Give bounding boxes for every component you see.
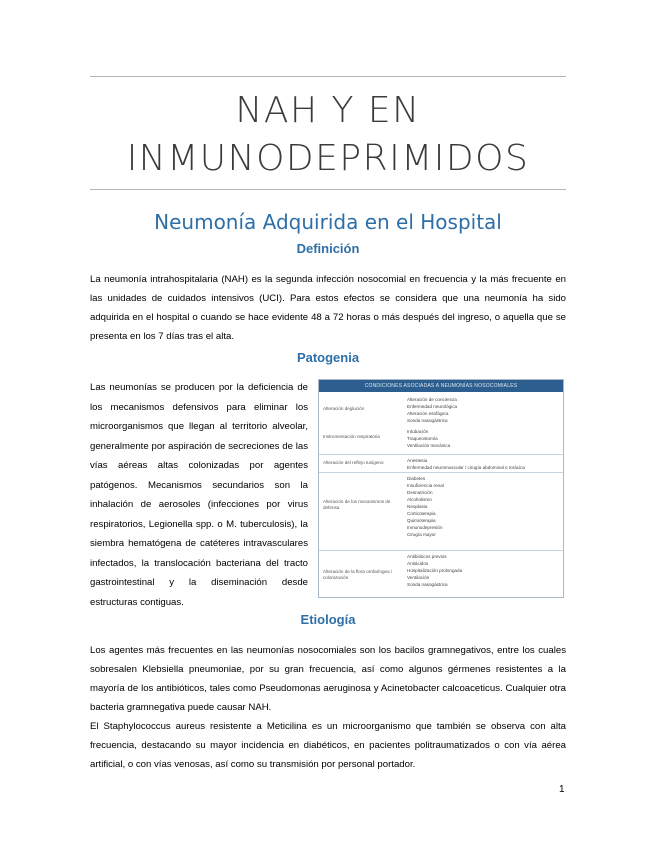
table-row-item: Intubación [407, 429, 429, 434]
table-row-label: Instrumentación respiratoria [323, 434, 380, 439]
definicion-text: La neumonía intrahospitalaria (NAH) es la segunda infección nosocomial en frecuencia y la más frecuente en las unidades de cuidados intensivos (UCI). Para estos efectos se considera que una neumonía ha sido adquirida en el hospital o cuando se hace evidente 48 a 72 horas o más después del ingreso, o aquella que se presenta en los 7 días tras el alta. [90, 274, 566, 342]
table-row [319, 550, 563, 598]
table-row-item: Hospitalización prolongada [407, 568, 463, 573]
table-row-item: Alteración de conciencia [407, 397, 457, 402]
table-row [319, 392, 563, 428]
table-row-item: Corticoterapia [407, 511, 436, 516]
table-row-item: Traqueostomía [407, 436, 438, 441]
table-row-item: Diabetes [407, 476, 426, 481]
table-row-item: Sonda nasogástrica [407, 582, 448, 587]
table-row-item: Antiácidos [407, 561, 429, 566]
table-row-item: Insuficiencia renal [407, 483, 444, 488]
table-row-item: Inmunodepresión [407, 525, 443, 530]
table-row [319, 454, 563, 473]
table-row-item: Ventilación [407, 575, 430, 580]
table-row-item: Neoplasia [407, 504, 428, 509]
table-row-item: Enfermedad neurológica [407, 404, 458, 409]
table-row [319, 428, 563, 452]
table-row-label: Alteración de la flora orofaríngea / colonización [323, 569, 393, 580]
table-row-label: Alteración de los mecanismos de defensa [323, 499, 391, 510]
title-bottom-rule [90, 189, 566, 190]
section-subtitle: Neumonía Adquirida en el Hospital [154, 210, 502, 234]
table-row-item: Ventilación mecánica [407, 443, 451, 448]
table-row-item: Alteración esofágica [407, 411, 449, 416]
patogenia-text: Las neumonías se producen por la deficiencia de los mecanismos defensivos para eliminar los microorganismos que llegan al territorio alveolar, generalmente por aspiración de secreciones de las vías aéreas altas colonizadas por agentes patógenos. Mecanismos secundarios son la inhalación de aerosoles (infecciones por virus respiratorios, Legionella spp. o M. tuberculosis), la siembra hematógena de catéteres intravasculares infectados, la translocación bacteriana del tracto gastrointestinal y la diseminación desde estructuras contiguas. [90, 382, 308, 608]
etiologia-text-1: Los agentes más frecuentes en las neumonías nosocomiales son los bacilos gramnegativos, entre los cuales sobresalen Klebsiella pneumoniae, por su gran frecuencia, así como algunos gérmenes resistentes a la mayoría de los antibióticos, tales como Pseudomonas aeruginosa y Acinetobacter calcoaceticus. Cualquier otra bacteria gramnegativa puede causar NAH. [90, 645, 566, 713]
heading-patogenia: Patogenia [296, 350, 360, 365]
table-row-label: Alteración deglución [323, 406, 365, 411]
page-title-line1: NAH Y EN [235, 90, 421, 131]
table-row-item: Desnutrición [407, 490, 433, 495]
etiologia-text-2: El Staphylococcus aureus resistente a Meticilina es un microorganismo que también se observa con alta frecuencia, destacando su mayor incidencia en diabéticos, en pacientes politraumatizados o con vía aérea artificial, o con vías venosas, así como su transmisión por personal portador. [90, 721, 566, 770]
table-row-item: Quimioterapia [407, 518, 436, 523]
table-row-item: Alcoholismo [407, 497, 432, 502]
table-row-item: Cirugía mayor [407, 532, 436, 537]
table-row-item: Sonda nasogástrica [407, 418, 448, 423]
table-row-item: Anestesia [407, 458, 428, 463]
top-rule [90, 76, 566, 77]
conditions-table [318, 379, 564, 598]
page-number: 1 [559, 784, 565, 795]
table-row-item: Antibióticos previos [407, 554, 447, 559]
table-row-label: Alteración del reflejo tusígeno [323, 460, 384, 465]
table-header: CONDICIONES ASOCIADAS A NEUMONÍAS NOSOCOMIALES [319, 380, 563, 392]
table-row [319, 472, 563, 549]
heading-etiologia: Etiología [300, 612, 356, 627]
page-title-line2: INMUNODEPRIMIDOS [126, 138, 530, 179]
heading-definicion: Definición [296, 241, 360, 256]
table-row-item: Enfermedad neuromuscular / cirugía abdominal o torácica [407, 465, 525, 470]
